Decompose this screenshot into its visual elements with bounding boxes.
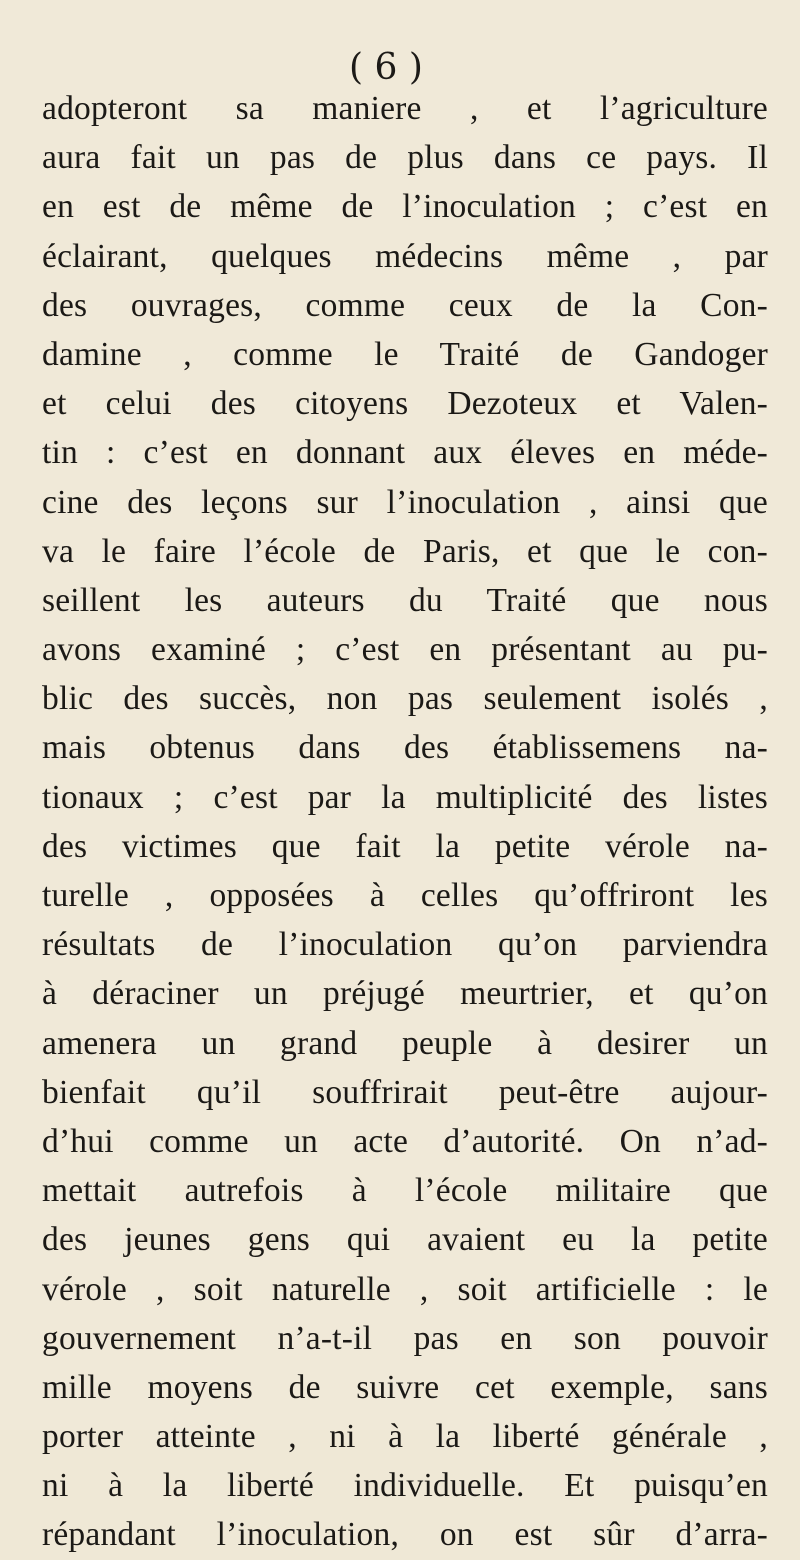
text-line: cine des leçons sur l’inoculation , ainsi que [42,483,768,521]
text-line: avons examiné ; c’est en présentant au pu- [42,631,768,669]
text-line: adopteront sa maniere , et l’agriculture [42,90,768,127]
text-line: vérole , soit naturelle , soit artificielle : le [42,1270,768,1308]
text-line: à déraciner un préjugé meurtrier, et qu’on [42,975,768,1013]
text-line: des jeunes gens qui avaient eu la petite [42,1221,768,1259]
body-text [42,84,768,1560]
text-line: bienfait qu’il souffrirait peut-être aujour- [42,1073,768,1111]
text-line: en est de même de l’inoculation ; c’est en [42,188,768,226]
text-line: mais obtenus dans des établissemens na- [42,729,768,767]
text-line: damine , comme le Traité de Gandoger [42,335,768,373]
text-line: mille moyens de suivre cet exemple, sans [42,1368,768,1406]
text-line: gouvernement n’a-t-il pas en son pouvoir [42,1319,768,1357]
text-line: répandant l’inoculation, on est sûr d’arra- [42,1516,768,1554]
text-line: tin : c’est en donnant aux éleves en méde- [42,434,768,472]
text-line: aura fait un pas de plus dans ce pays. Il [42,139,768,177]
text-line: tionaux ; c’est par la multiplicité des listes [42,778,768,816]
text-line: porter atteinte , ni à la liberté générale , [42,1418,768,1456]
page-number: ( 6 ) [349,47,423,88]
text-line: va le faire l’école de Paris, et que le con- [42,532,768,570]
text-line: des victimes que fait la petite vérole na- [42,827,768,865]
text-line: et celui des citoyens Dezoteux et Valen- [42,385,768,423]
text-line: d’hui comme un acte d’autorité. On n’ad- [42,1122,768,1160]
text-line: mettait autrefois à l’école militaire que [42,1172,768,1210]
text-line: blic des succès, non pas seulement isolés , [42,680,768,718]
text-line: ni à la liberté individuelle. Et puisqu’en [42,1467,768,1505]
text-line: résultats de l’inoculation qu’on parviendra [42,926,768,964]
text-line: turelle , opposées à celles qu’offriront les [42,877,768,914]
text-line: éclairant, quelques médecins même , par [42,237,768,275]
text-line: seillent les auteurs du Traité que nous [42,581,768,619]
text-line: amenera un grand peuple à desirer un [42,1024,768,1062]
text-line: des ouvrages, comme ceux de la Con- [42,286,768,324]
